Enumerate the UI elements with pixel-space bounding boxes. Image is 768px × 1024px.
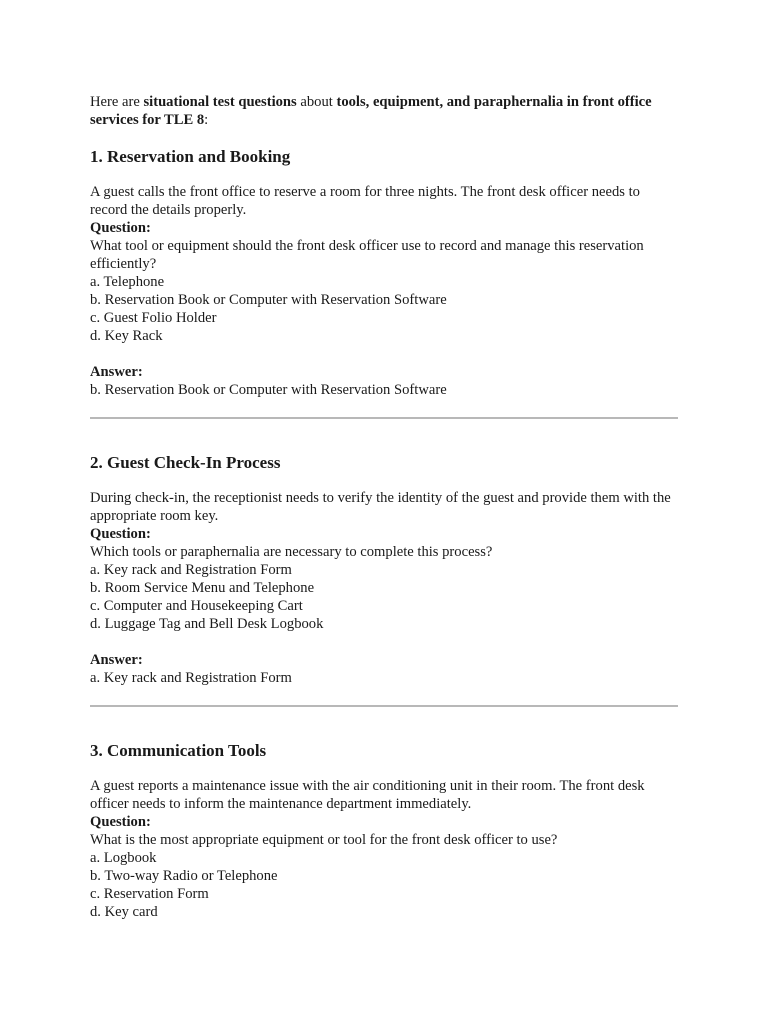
answer-label: Answer: bbox=[90, 364, 143, 380]
option-b: b. Reservation Book or Computer with Reservation Software bbox=[90, 292, 447, 308]
section-title: 2. Guest Check-In Process bbox=[90, 453, 281, 472]
intro-bold-topic: situational test questions bbox=[143, 94, 297, 110]
section-title: 3. Communication Tools bbox=[90, 741, 267, 760]
section-reservation bbox=[90, 146, 678, 399]
option-d: d. Luggage Tag and Bell Desk Logbook bbox=[90, 616, 324, 632]
intro-mid: about bbox=[296, 94, 337, 110]
answer-label: Answer: bbox=[90, 652, 143, 668]
option-c: c. Guest Folio Holder bbox=[90, 310, 217, 326]
question-text: What tool or equipment should the front desk officer use to record and manage this reservation efficiently? bbox=[90, 238, 644, 272]
option-d: d. Key Rack bbox=[90, 328, 163, 344]
scenario-text: A guest reports a maintenance issue with the air conditioning unit in their room. The front desk officer needs to inform the maintenance department immediately. bbox=[90, 778, 645, 812]
option-b: b. Two-way Radio or Telephone bbox=[90, 868, 278, 884]
option-a: a. Logbook bbox=[90, 850, 157, 866]
intro-suffix: : bbox=[204, 112, 209, 128]
intro-prefix: Here are bbox=[90, 94, 144, 110]
question-label: Question: bbox=[90, 526, 151, 542]
option-a: a. Telephone bbox=[90, 274, 165, 290]
scenario-text: A guest calls the front office to reserve a room for three nights. The front desk officer needs to record the details properly. bbox=[90, 184, 640, 218]
question-label: Question: bbox=[90, 814, 151, 830]
option-c: c. Reservation Form bbox=[90, 886, 209, 902]
answer-text: b. Reservation Book or Computer with Reservation Software bbox=[90, 382, 447, 398]
section-divider bbox=[90, 705, 678, 707]
option-d: d. Key card bbox=[90, 904, 158, 920]
intro-paragraph bbox=[90, 93, 678, 129]
scenario-text: During check-in, the receptionist needs to verify the identity of the guest and provide them with the appropriate room key. bbox=[90, 490, 671, 524]
section-check-in bbox=[90, 452, 678, 687]
question-label: Question: bbox=[90, 220, 151, 236]
intro-bold-subject: tools, equipment, and paraphernalia in front office services for TLE 8 bbox=[90, 94, 652, 128]
question-text: What is the most appropriate equipment or tool for the front desk officer to use? bbox=[90, 832, 558, 848]
document-page bbox=[90, 93, 678, 920]
option-b: b. Room Service Menu and Telephone bbox=[90, 580, 315, 596]
option-a: a. Key rack and Registration Form bbox=[90, 562, 292, 578]
section-title: 1. Reservation and Booking bbox=[90, 147, 291, 166]
answer-text: a. Key rack and Registration Form bbox=[90, 670, 292, 686]
section-divider bbox=[90, 417, 678, 419]
section-communication bbox=[90, 740, 678, 921]
option-c: c. Computer and Housekeeping Cart bbox=[90, 598, 303, 614]
question-text: Which tools or paraphernalia are necessary to complete this process? bbox=[90, 544, 493, 560]
